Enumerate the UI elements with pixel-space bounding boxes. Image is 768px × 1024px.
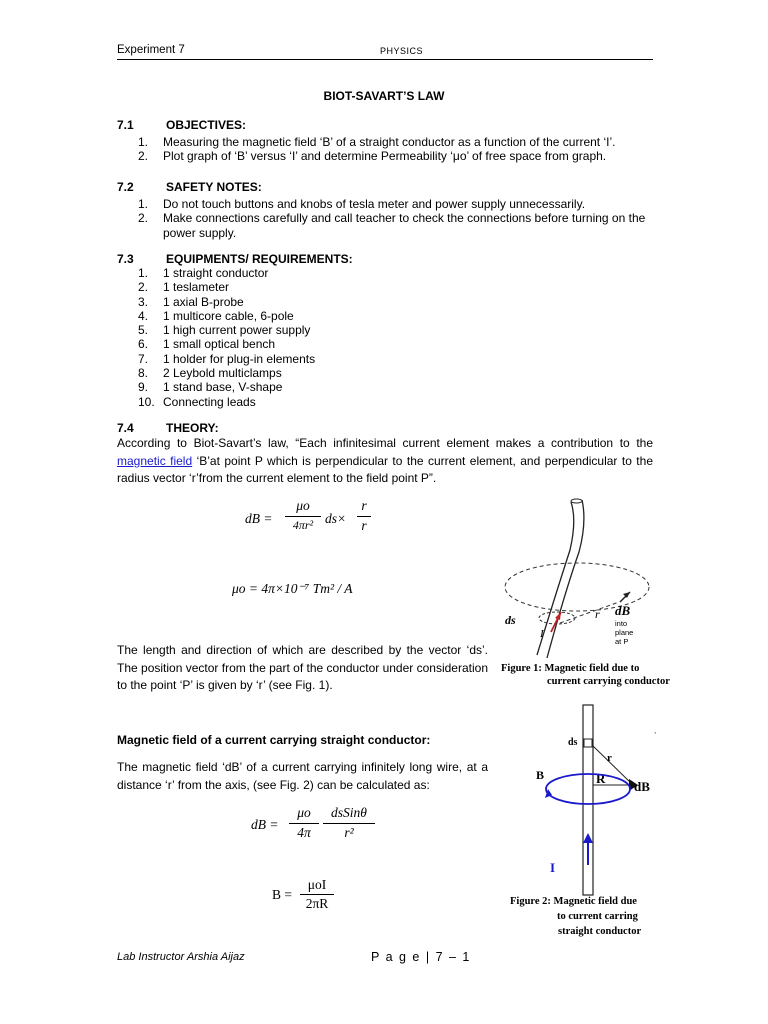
fig2-label-i: I <box>550 860 556 875</box>
equipment-list <box>138 266 658 409</box>
safety-list <box>138 197 658 240</box>
list-item: 9. 1 stand base, V-shape <box>138 380 283 395</box>
list-item: 5. 1 high current power supply <box>138 323 311 338</box>
list-item: 7. 1 holder for plug-in elements <box>138 351 316 366</box>
list-item: 2. Plot graph of ‘B’ versus ‘I’ and determine Permeability ‘μo’ of free space from graph. <box>138 149 607 164</box>
figure2-diagram <box>500 705 660 905</box>
svg-text:,: , <box>654 726 657 735</box>
fig1-label-db: dB <box>615 603 631 618</box>
list-item: 1. Measuring the magnetic field ‘B’ of a straight conductor as a function of the current ‘I’. <box>138 135 616 149</box>
footer-instructor: Lab Instructor Arshia Aijaz <box>117 951 245 963</box>
list-item: 10. Connecting leads <box>138 394 256 409</box>
fig1-label-r: r <box>595 607 600 621</box>
list-item: 3. 1 axial B-probe <box>138 294 244 309</box>
wire-paragraph: The magnetic field ‘dB’ of a current carrying infinitely long wire, at a distance ‘r’ from the axis, (see Fig. 2) can be calculated as: <box>117 760 488 792</box>
theory-description: The length and direction of which are described by the vector ‘ds’. The position vector from the part of the conductor under consideration to the point ‘P’ is given by ‘r’ (see Fig. 1). <box>117 643 488 692</box>
figure1-diagram <box>497 480 672 660</box>
magnetic-field-link[interactable]: magnetic field <box>117 453 193 468</box>
list-item: 8. 2 Leybold multiclamps <box>138 366 282 381</box>
subheading-straight-conductor: Magnetic field of a current carrying straight conductor: <box>117 733 431 747</box>
formula-permeability: μo = 4π×10⁻⁷ Tm² / A <box>232 581 353 596</box>
fig2-label-b: B <box>536 768 545 782</box>
fig2-label-R: R <box>596 771 606 786</box>
page-title: BIOT-SAVART’S LAW <box>323 89 445 103</box>
figure1-caption: Figure 1: Magnetic field due to current carrying conductor <box>501 663 670 687</box>
footer-page-number: P a g e | 7 – 1 <box>371 950 471 964</box>
list-item: 4. 1 multicore cable, 6-pole <box>138 308 294 323</box>
formula-db-sin: dB = μo 4π dsSinθ r² <box>251 805 371 849</box>
fig1-label-atp: at P <box>615 637 629 646</box>
formula-b-field: B = μoI 2πR <box>272 877 362 921</box>
list-item: 2. 1 teslameter <box>138 280 230 295</box>
section-heading-theory: 7.4 THEORY: <box>117 421 219 435</box>
fig2-label-db: dB <box>634 779 650 794</box>
fig2-label-ds: ds <box>568 737 578 748</box>
figure2-caption: Figure 2: Magnetic field due to current carring straight conductor <box>510 896 642 937</box>
section-heading-equipment: 7.3 EQUIPMENTS/ REQUIREMENTS: <box>117 252 353 266</box>
header-subject: PHYSICS <box>380 46 424 56</box>
objectives-list <box>138 135 658 164</box>
list-item: 6. 1 small optical bench <box>138 337 276 352</box>
fig1-label-into: into <box>615 619 628 628</box>
list-item: 1. Do not touch buttons and knobs of tesla meter and power supply unnecessarily. <box>138 197 586 211</box>
fig2-label-r: r <box>607 752 612 764</box>
section-heading-safety: 7.2 SAFETY NOTES: <box>117 180 262 194</box>
fig1-label-i: I <box>540 628 544 640</box>
header-experiment: Experiment 7 <box>117 44 185 56</box>
fig1-label-ds: ds <box>505 613 516 627</box>
fig1-label-plane: plane <box>615 628 634 637</box>
formula-biot-savart: dB = μo 4πr² ds× r r <box>245 498 385 542</box>
section-heading-objectives <box>117 118 246 132</box>
section-title: OBJECTIVES: <box>166 118 247 132</box>
header-divider <box>117 59 653 60</box>
section-number: 7.1 <box>117 118 134 132</box>
theory-intro: According to Biot-Savart’s law, “Each infinitesimal current element makes a contribution to the magnetic field ‘B’at point P which is perpendicular to the current element, and perpendicular to the radius vector ‘r’from the current element to the field point P”. <box>117 436 653 485</box>
list-item: 2. Make connections carefully and call teacher to check the connections before turning on the power supply. <box>138 211 646 240</box>
list-item: 1. 1 straight conductor <box>138 266 269 280</box>
